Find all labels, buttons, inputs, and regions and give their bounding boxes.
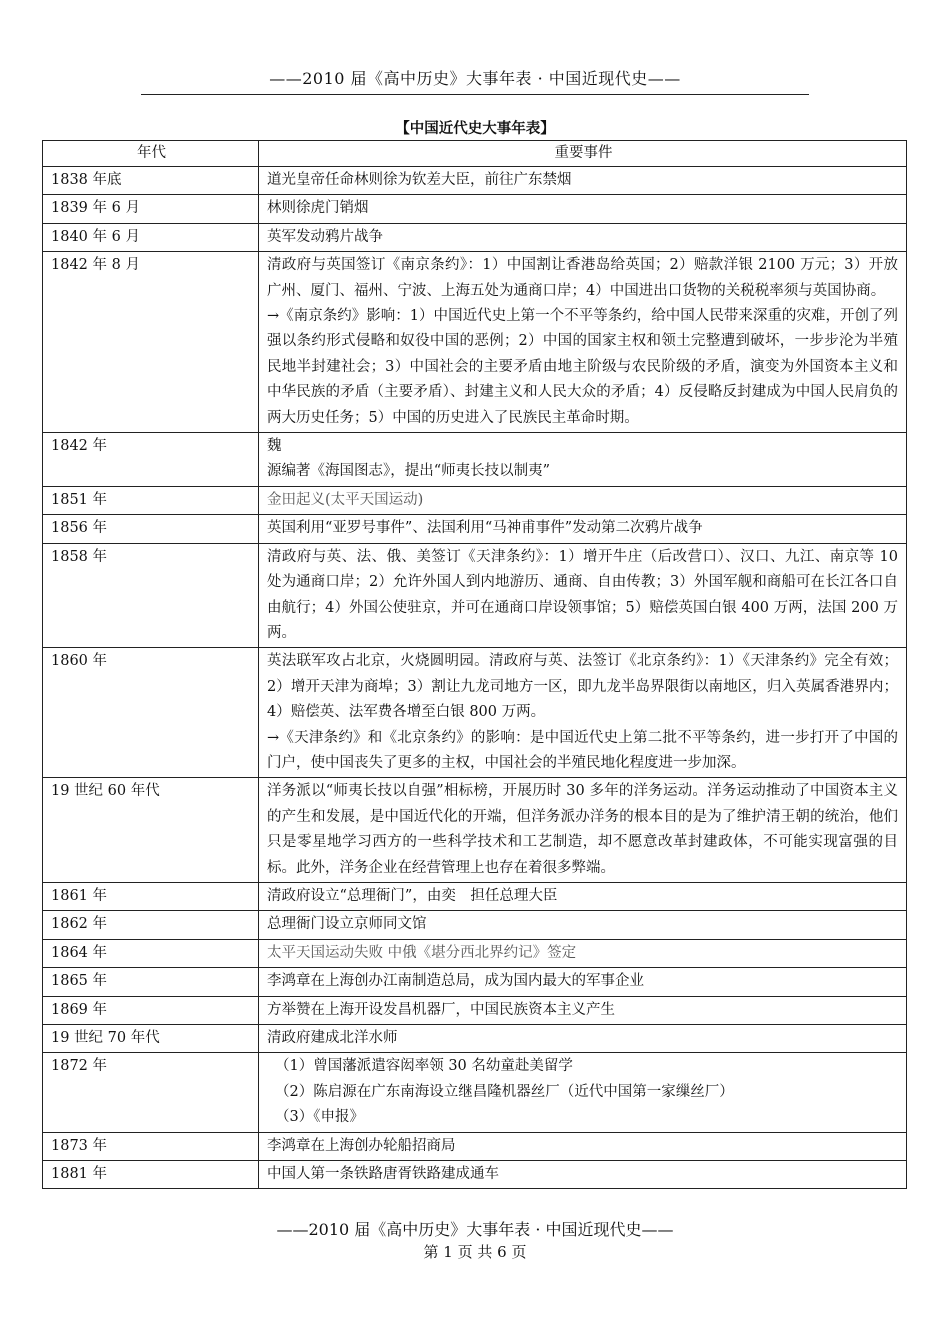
page-header: ——2010 届《高中历史》大事年表 · 中国近现代史—— [269,69,681,88]
event-text: 道光皇帝任命林则徐为钦差大臣，前往广东禁烟 [267,172,572,188]
event-cell [259,195,907,223]
event-cell [259,486,907,514]
document-title: 【中国近代史大事年表】 [395,120,555,137]
table-header-row [43,141,907,167]
event-text: 洋务派以“师夷长技以自强”相标榜，开展历时 30 多年的洋务运动。洋务运动推动了中国资本主义的产生和发展，是中国近代化的开端，但洋务派办洋务的根本目的是为了维护清王朝的统治，他们只是零星地学习西方的一些科学技术和工艺制造，却不愿意改革封建政体，不可能实现富强的目标。此外，洋务企业在经营管理上也存在着很多弊端。 [267,783,898,876]
table-row [43,252,907,433]
event-text: 清政府建成北洋水师 [267,1030,398,1046]
event-text: 李鸿章在上海创办江南制造总局，成为国内最大的军事企业 [267,973,644,990]
event-text: 英法联军攻占北京，火烧圆明园。清政府与英、法签订《北京条约》：1）《天津条约》完全有效；2）增开天津为商埠；3）割让九龙司地方一区，即九龙半岛界限街以南地区，归入英属香港界内；4）赔偿英、法军费各增至白银 800 万两。 [267,653,898,721]
event-text: 英军发动鸦片战争 [267,228,383,245]
table-row [43,1132,907,1160]
event-text: （2）陈启源在广东南海设立继昌隆机器丝厂（近代中国第一家缫丝厂） [275,1083,734,1100]
event-cell [259,252,907,433]
event-cell [259,1161,907,1189]
table-row [43,486,907,514]
table-row [43,968,907,996]
page-footer: ——2010 届《高中历史》大事年表 · 中国近现代史—— [276,1220,674,1239]
event-cell [259,1132,907,1160]
year-cell: 1842 年 [43,433,259,487]
event-text: 太平天国运动失败 中俄《堪分西北界约记》签定 [267,944,577,961]
table-row [43,1053,907,1132]
page-number: 第 1 页 共 6 页 [423,1243,527,1261]
table-row [43,223,907,251]
table-row [43,996,907,1024]
table-body [43,167,907,1189]
year-cell: 1856 年 [43,515,259,543]
event-cell [259,996,907,1024]
year-cell: 1872 年 [43,1053,259,1132]
event-text: 林则徐虎门销烟 [267,200,369,217]
event-text: 清政府与英国签订《南京条约》：1）中国割让香港岛给英国；2）赔款洋银 2100 万元；3）开放广州、厦门、福州、宁波、上海五处为通商口岸；4）中国进出口货物的关税税率须与英国协商。 [267,257,898,299]
year-cell: 1838 年底 [43,167,259,195]
table-row [43,167,907,195]
event-text: 魏 [267,438,282,455]
event-cell [259,939,907,967]
year-cell: 1861 年 [43,882,259,910]
event-cell [259,778,907,883]
table-row [43,515,907,543]
year-cell: 1851 年 [43,486,259,514]
event-text: 清政府设立“总理衙门”，由奕 担任总理大臣 [267,887,558,904]
event-cell [259,911,907,939]
table-row [43,939,907,967]
table-row [43,882,907,910]
event-cell [259,515,907,543]
event-text: （1）曾国藩派遣容闳率领 30 名幼童赴美留学 [275,1058,573,1075]
year-cell: 1842 年 8 月 [43,252,259,433]
year-cell: 1864 年 [43,939,259,967]
year-cell: 1865 年 [43,968,259,996]
event-text: →《天津条约》和《北京条约》的影响：是中国近代史上第二批不平等条约，进一步打开了中国的门户，使中国丧失了更多的主权，中国社会的半殖民地化程度进一步加深。 [267,729,898,771]
year-cell: 1873 年 [43,1132,259,1160]
event-text: 清政府与英、法、俄、美签订《天津条约》：1）增开牛庄（后改营口）、汉口、九江、南京等 10 处为通商口岸；2）允许外国人到内地游历、通商、自由传教；3）外国军舰和商船可在长江各口自由航行；4）外国公使驻京，并可在通商口岸设领事馆；5）赔偿英国白银 400 万两，法国 200 万两。 [267,548,898,641]
event-cell [259,223,907,251]
events-table [42,140,907,1189]
event-text: 李鸿章在上海创办轮船招商局 [267,1137,456,1154]
event-text: 金田起义(太平天国运动) [267,491,424,508]
table-row [43,543,907,648]
year-cell: 19 世纪 60 年代 [43,778,259,883]
year-cell: 1869 年 [43,996,259,1024]
year-cell: 1858 年 [43,543,259,648]
event-text: 英国利用“亚罗号事件”、法国利用“马神甫事件”发动第二次鸦片战争 [267,520,703,537]
event-cell [259,648,907,778]
year-cell: 1881 年 [43,1161,259,1189]
year-cell: 1840 年 6 月 [43,223,259,251]
event-text: 总理衙门设立京师同文馆 [267,916,427,933]
event-cell [259,433,907,487]
table-row [43,648,907,778]
event-cell [259,1025,907,1053]
header-rule [141,94,809,95]
year-cell: 1860 年 [43,648,259,778]
event-cell [259,543,907,648]
event-cell [259,968,907,996]
event-cell [259,882,907,910]
event-text: 中国人第一条铁路唐胥铁路建成通车 [267,1166,499,1183]
year-cell: 1839 年 6 月 [43,195,259,223]
table-row [43,1025,907,1053]
event-text: 源编著《海国图志》，提出“师夷长技以制夷” [267,463,551,480]
table-row [43,778,907,883]
year-cell: 1862 年 [43,911,259,939]
event-cell [259,1053,907,1132]
year-cell: 19 世纪 70 年代 [43,1025,259,1053]
table-row [43,911,907,939]
table-row [43,1161,907,1189]
table-row [43,433,907,487]
event-text: 方举赞在上海开设发昌机器厂，中国民族资本主义产生 [267,1001,615,1018]
column-header-events: 重要事件 [259,141,907,167]
column-header-year: 年代 [43,141,259,167]
event-cell [259,167,907,195]
table-row [43,195,907,223]
event-text: （3）《申报》 [275,1109,364,1126]
event-text: →《南京条约》影响：1）中国近代史上第一个不平等条约，给中国人民带来深重的灾难，开创了列强以条约形式侵略和奴役中国的恶例；2）中国的国家主权和领土完整遭到破坏，一步步沦为半殖民地半封建社会；3）中国社会的主要矛盾由地主阶级与农民阶级的矛盾，演变为外国资本主义和中华民族的矛盾（主要矛盾）、封建主义和人民大众的矛盾；4）反侵略反封建成为中国人民肩负的两大历史任务；5）中国的历史进入了民族民主革命时期。 [267,308,898,426]
